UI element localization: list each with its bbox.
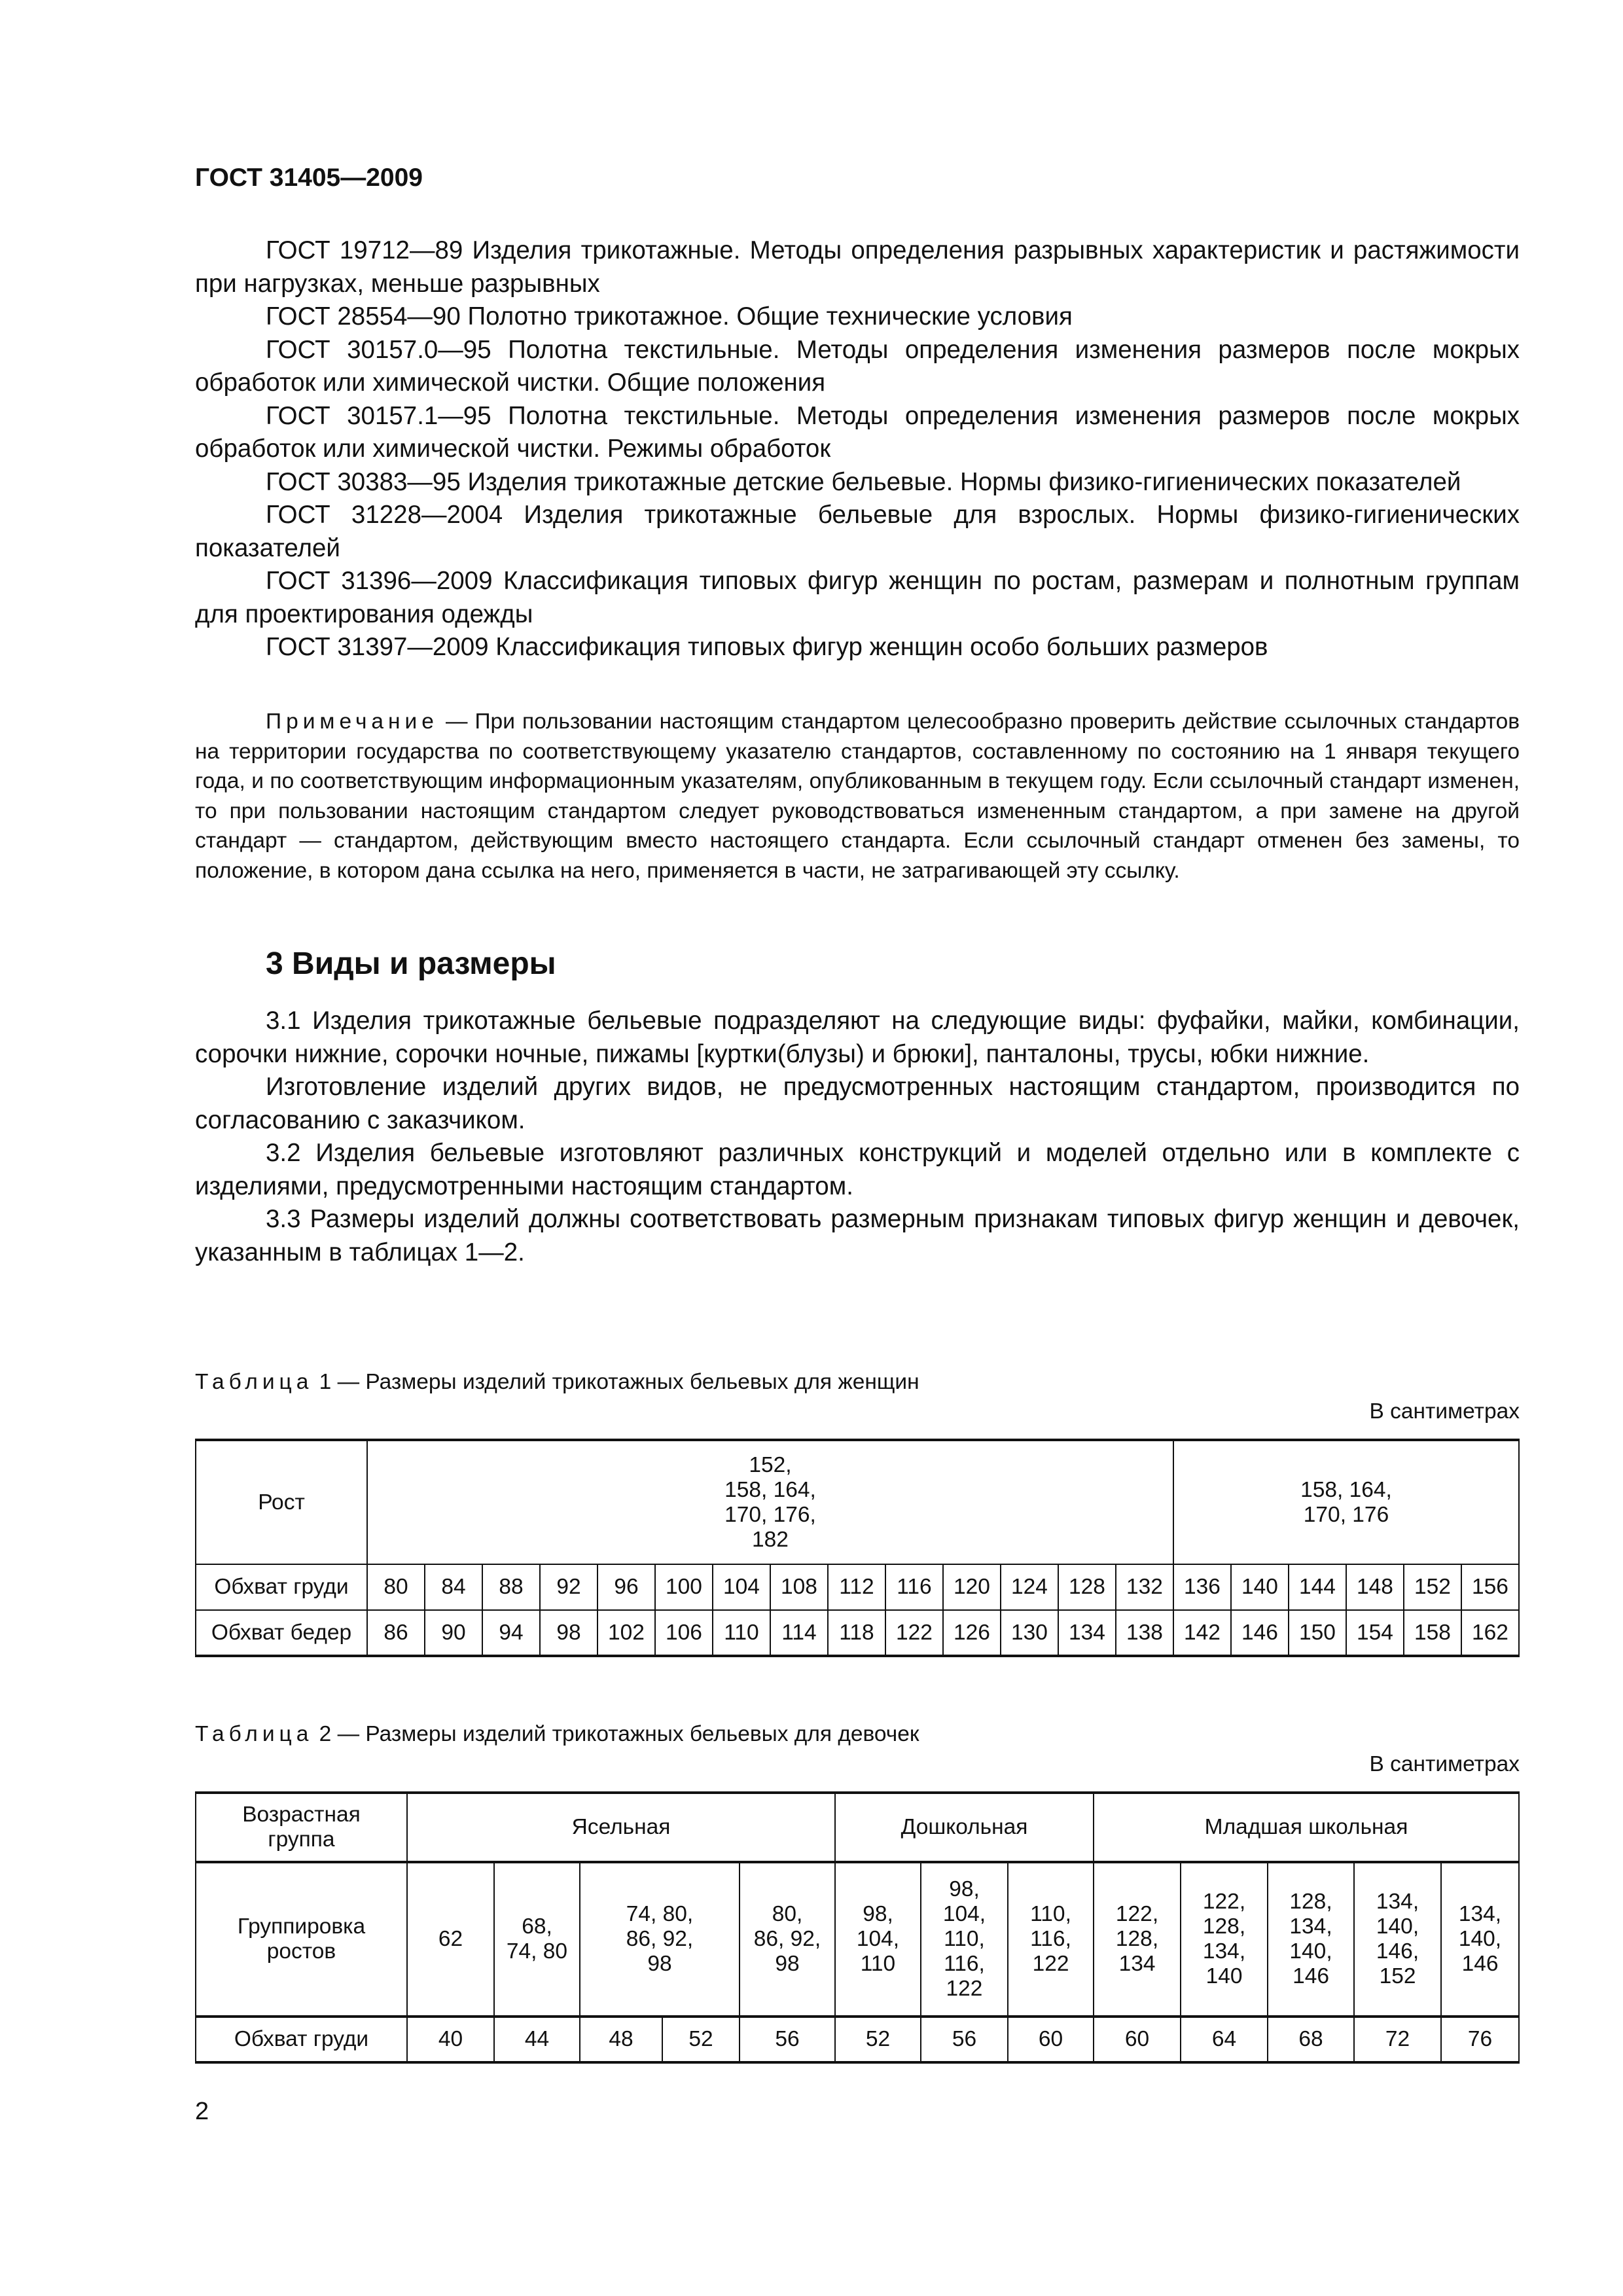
chest-label: Обхват груди	[196, 2017, 407, 2062]
hips-value: 98	[540, 1610, 597, 1656]
hips-value: 126	[943, 1610, 1001, 1656]
group-primary-school: Младшая школьная	[1094, 1793, 1519, 1862]
note-text: — При пользовании настоящим стандартом целесообразно проверить действие ссылочных стандартов на территории государства по соответствующему указателю стандартов, составленному по состоянию на 1 января текущего года, и по соответствующим информационным указателям, опубликованным в текущем году. Если ссылочный стандарт изменен, то при пользовании настоящим стандартом следует руководствоваться измененным стандартом, а при замене на другой стандарт — стандартом, действующим вместо настоящего стандарта. Если ссылочный стандарт отменен без замены, то положение, в котором дана ссылка на него, применяется в части, не затрагивающей эту ссылку.	[195, 709, 1520, 883]
chest-value: 140	[1231, 1564, 1289, 1610]
hips-value: 122	[885, 1610, 943, 1656]
hips-value: 130	[1001, 1610, 1058, 1656]
chest-value: 104	[713, 1564, 770, 1610]
reference-item: ГОСТ 28554—90 Полотно трикотажное. Общие технические условия	[266, 302, 1073, 331]
chest-value: 40	[407, 2017, 494, 2062]
reference-item: ГОСТ 31397—2009 Классификация типовых фигур женщин особо больших размеров	[266, 633, 1268, 661]
section-body	[195, 1005, 1520, 1269]
chest-value: 128	[1058, 1564, 1116, 1610]
chest-label: Обхват груди	[196, 1564, 367, 1610]
hips-value: 102	[597, 1610, 655, 1656]
table2-caption: Таблица 2 — Размеры изделий трикотажных бельевых для девочек	[195, 1722, 919, 1746]
height-grouping: 134, 140, 146, 152	[1354, 1862, 1441, 2017]
section-paragraph: 3.1 Изделия трикотажные бельевые подразделяют на следующие виды: фуфайки, майки, комбинации, сорочки нижние, сорочки ночные, пижамы [куртки(блузы) и брюки], панталоны, трусы, юбки нижние.	[195, 1007, 1520, 1068]
chest-value: 64	[1181, 2017, 1268, 2062]
height-grouping: 134, 140, 146	[1441, 1862, 1519, 2017]
group-preschool: Дошкольная	[835, 1793, 1094, 1862]
hips-value: 154	[1346, 1610, 1404, 1656]
reference-item: ГОСТ 30157.0—95 Полотна текстильные. Методы определения изменения размеров после мокрых обработок или химической чистки. Общие положения	[195, 335, 1520, 397]
height-grouping: 122, 128, 134, 140	[1181, 1862, 1268, 2017]
hips-value: 110	[713, 1610, 770, 1656]
group-nursery: Ясельная	[407, 1793, 835, 1862]
chest-value: 84	[425, 1564, 482, 1610]
table1-units: В сантиметрах	[1369, 1399, 1520, 1424]
note-block	[195, 707, 1520, 886]
height-label: Рост	[196, 1440, 367, 1564]
chest-value: 52	[835, 2017, 921, 2062]
height-grouping: 110, 116, 122	[1008, 1862, 1094, 2017]
chest-value: 156	[1461, 1564, 1519, 1610]
chest-value: 124	[1001, 1564, 1058, 1610]
chest-value: 100	[655, 1564, 713, 1610]
chest-value: 152	[1404, 1564, 1461, 1610]
table2-units: В сантиметрах	[1369, 1752, 1520, 1776]
chest-value: 52	[662, 2017, 740, 2062]
reference-item: ГОСТ 30383—95 Изделия трикотажные детские бельевые. Нормы физико-гигиенических показателей	[266, 467, 1461, 496]
hips-label: Обхват бедер	[196, 1610, 367, 1656]
chest-value: 80	[367, 1564, 425, 1610]
hips-value: 90	[425, 1610, 482, 1656]
normative-references	[195, 234, 1520, 664]
chest-value: 44	[494, 2017, 580, 2062]
chest-value: 144	[1289, 1564, 1346, 1610]
section-paragraph: 3.3 Размеры изделий должны соответствовать размерным признакам типовых фигур женщин и девочек, указанным в таблицах 1—2.	[195, 1205, 1520, 1266]
chest-value: 120	[943, 1564, 1001, 1610]
chest-value: 136	[1173, 1564, 1231, 1610]
chest-value: 116	[885, 1564, 943, 1610]
section-heading: 3 Виды и размеры	[266, 946, 556, 981]
hips-value: 134	[1058, 1610, 1116, 1656]
hips-value: 138	[1116, 1610, 1173, 1656]
hips-value: 162	[1461, 1610, 1519, 1656]
table-2-girls-sizes	[195, 1791, 1520, 2064]
chest-value: 48	[580, 2017, 662, 2062]
reference-item: ГОСТ 31228—2004 Изделия трикотажные бельевые для взрослых. Нормы физико-гигиенических показателей	[195, 501, 1520, 562]
section-paragraph: 3.2 Изделия бельевые изготовляют различных конструкций и моделей отдельно или в комплекте с изделиями, предусмотренными настоящим стандартом.	[195, 1139, 1520, 1200]
document-id-header: ГОСТ 31405—2009	[195, 164, 423, 192]
reference-item: ГОСТ 31396—2009 Классификация типовых фигур женщин по ростам, размерам и полнотным группам для проектирования одежды	[195, 567, 1520, 628]
height-grouping: 62	[407, 1862, 494, 2017]
height-group-2: 158, 164, 170, 176	[1173, 1440, 1519, 1564]
chest-value: 60	[1008, 2017, 1094, 2062]
chest-value: 72	[1354, 2017, 1441, 2062]
chest-value: 148	[1346, 1564, 1404, 1610]
table-1-women-sizes	[195, 1439, 1520, 1657]
table1-caption: Таблица 1 — Размеры изделий трикотажных бельевых для женщин	[195, 1370, 919, 1394]
hips-value: 118	[828, 1610, 885, 1656]
chest-value: 76	[1441, 2017, 1519, 2062]
height-grouping: 122, 128, 134	[1094, 1862, 1181, 2017]
chest-value: 88	[482, 1564, 540, 1610]
note-label: Примечание	[266, 709, 438, 734]
height-group-1: 152, 158, 164, 170, 176, 182	[367, 1440, 1173, 1564]
chest-value: 60	[1094, 2017, 1181, 2062]
hips-value: 142	[1173, 1610, 1231, 1656]
chest-value: 56	[921, 2017, 1008, 2062]
hips-value: 146	[1231, 1610, 1289, 1656]
hips-value: 114	[770, 1610, 828, 1656]
reference-item: ГОСТ 30157.1—95 Полотна текстильные. Методы определения изменения размеров после мокрых обработок или химической чистки. Режимы обработок	[195, 401, 1520, 463]
section-paragraph: Изготовление изделий других видов, не предусмотренных настоящим стандартом, производится по согласованию с заказчиком.	[195, 1073, 1520, 1134]
chest-value: 112	[828, 1564, 885, 1610]
chest-value: 132	[1116, 1564, 1173, 1610]
reference-item: ГОСТ 19712—89 Изделия трикотажные. Методы определения разрывных характеристик и растяжимости при нагрузках, меньше разрывных	[195, 236, 1520, 298]
hips-value: 158	[1404, 1610, 1461, 1656]
hips-value: 150	[1289, 1610, 1346, 1656]
height-grouping: 80, 86, 92, 98	[740, 1862, 835, 2017]
heights-label: Группировка ростов	[196, 1862, 407, 2017]
age-group-label: Возрастная группа	[196, 1793, 407, 1862]
height-grouping: 68, 74, 80	[494, 1862, 580, 2017]
hips-value: 94	[482, 1610, 540, 1656]
chest-value: 92	[540, 1564, 597, 1610]
chest-value: 68	[1268, 2017, 1354, 2062]
height-grouping: 74, 80, 86, 92, 98	[580, 1862, 740, 2017]
chest-value: 56	[740, 2017, 835, 2062]
height-grouping: 128, 134, 140, 146	[1268, 1862, 1354, 2017]
hips-value: 106	[655, 1610, 713, 1656]
chest-value: 96	[597, 1564, 655, 1610]
chest-value: 108	[770, 1564, 828, 1610]
hips-value: 86	[367, 1610, 425, 1656]
height-grouping: 98, 104, 110	[835, 1862, 921, 2017]
height-grouping: 98, 104, 110, 116, 122	[921, 1862, 1008, 2017]
page-number: 2	[195, 2098, 209, 2125]
